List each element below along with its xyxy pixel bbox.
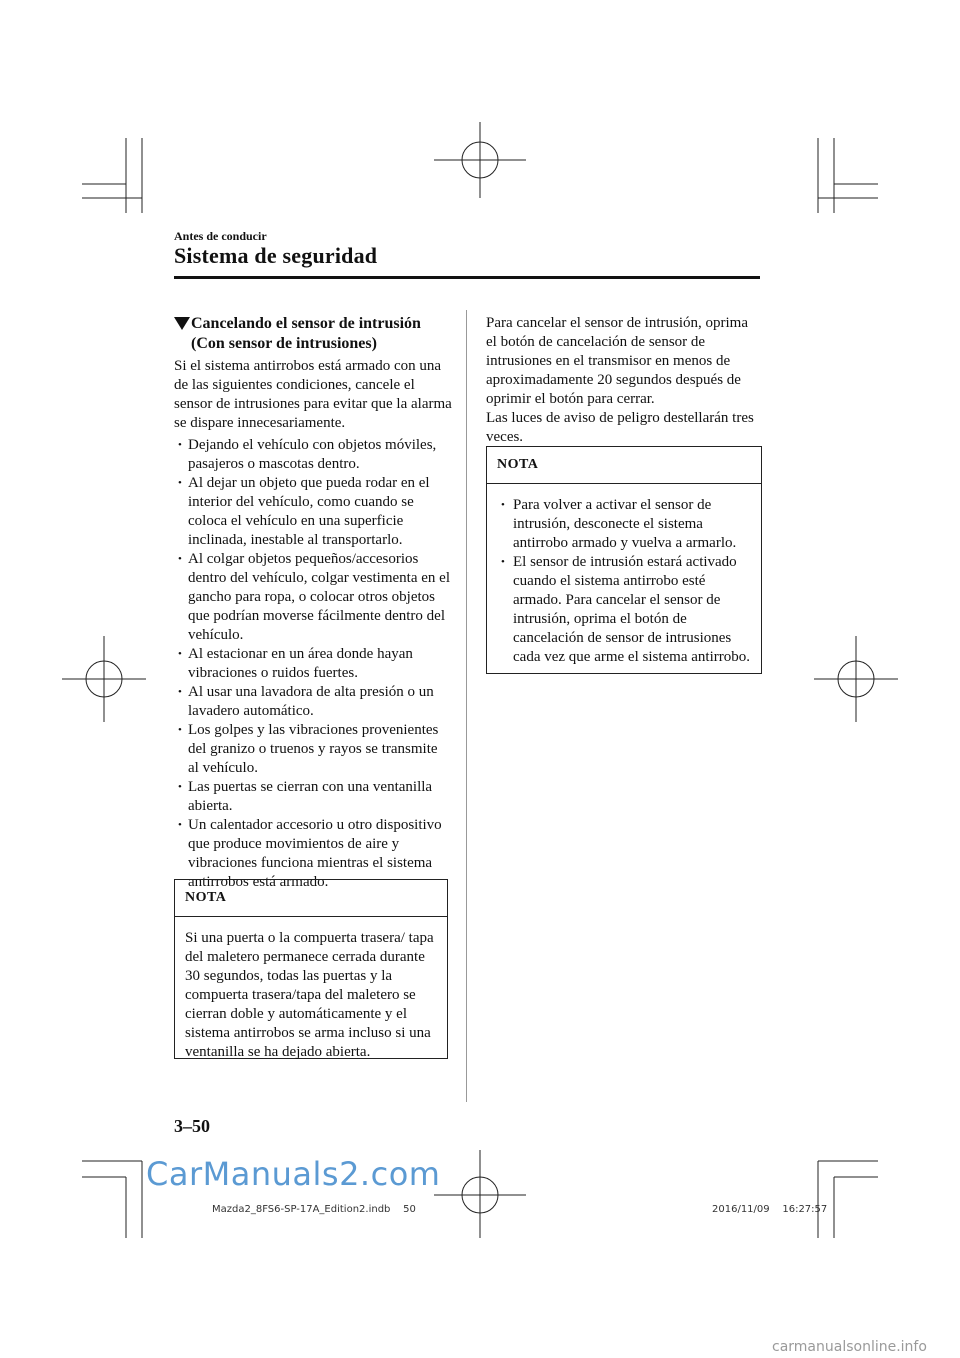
list-item: • Al usar una lavadora de alta presión o un lavadero automático.	[176, 683, 452, 721]
footer-file-name: Mazda2_8FS6-SP-17A_Edition2.indb 50	[212, 1204, 416, 1215]
list-item: • Al estacionar en un área donde hayan vibraciones o ruidos fuertes.	[176, 645, 452, 683]
intro-paragraph: Si el sistema antirrobos está armado con una de las siguientes condiciones, cancele el sensor de intrusiones para evitar que la alarma se dispare innecesariamente.	[174, 358, 452, 431]
title-rule	[174, 276, 760, 279]
section-label: Antes de conducir	[174, 229, 267, 243]
cancel-instructions: Para cancelar el sensor de intrusión, oprima el botón de cancelación de sensor de intrusiones en el transmisor en menos de aproximadamente 20 segundos después de oprimir el botón para cerrar.	[486, 315, 748, 407]
watermark-logo: CarManuals2.com	[146, 1155, 441, 1193]
column-divider	[466, 310, 467, 1102]
note-box-left	[174, 879, 448, 1059]
list-item: • Las puertas se cierran con una ventanilla abierta.	[176, 778, 452, 816]
page-number: 3–50	[174, 1116, 210, 1136]
conditions-list	[176, 436, 452, 892]
list-item: • Al dejar un objeto que pueda rodar en el interior del vehículo, como cuando se coloca el vehículo en una superficie inclinada, inestable al transportarlo.	[176, 474, 452, 550]
right-paragraphs	[486, 314, 762, 447]
list-item: • El sensor de intrusión estará activado cuando el sistema antirrobo esté armado. Para cancelar el sensor de intrusión, oprima el botón de cancelación de sensor de intrusiones cada vez que arme el sistema antirrobo.	[497, 553, 755, 667]
note-title: NOTA	[487, 447, 761, 484]
page-title: Sistema de seguridad	[174, 243, 378, 268]
note-text: Si una puerta o la compuerta trasera/ tapa del maletero permanece cerrada durante 30 segundos, todas las puertas y la compuerta trasera/tapa del maletero se cierran doble y automáticamente y el sistema antirrobos se arma incluso si una ventanilla se ha dejado abierta.	[185, 930, 434, 1060]
heading-line-1: Cancelando el sensor de intrusión	[191, 315, 421, 332]
footer-site-watermark: carmanualsonline.info	[772, 1339, 927, 1355]
list-item: • Los golpes y las vibraciones provenientes del granizo o truenos y rayos se transmite al vehículo.	[176, 721, 452, 778]
subsection-heading	[174, 314, 454, 354]
triangle-down-icon	[174, 317, 190, 330]
list-item: • Un calentador accesorio u otro dispositivo que produce movimientos de aire y vibraciones funciona mientras el sistema antirrobos está armado.	[176, 816, 452, 892]
hazard-lights-note: Las luces de aviso de peligro destellarán tres veces.	[486, 410, 754, 445]
note-title: NOTA	[175, 880, 447, 917]
footer-timestamp: 2016/11/09 16:27:57	[712, 1204, 828, 1215]
list-item: • Dejando el vehículo con objetos móviles, pasajeros o mascotas dentro.	[176, 436, 452, 474]
list-item: • Para volver a activar el sensor de intrusión, desconecte el sistema antirrobo armado y vuelva a armarlo.	[497, 496, 755, 553]
note-box-right	[486, 446, 762, 674]
note-list	[497, 496, 755, 667]
list-item: • Al colgar objetos pequeños/accesorios dentro del vehículo, colgar vestimenta en el gancho para ropa, o colocar otros objetos que podrían moverse fácilmente dentro del vehículo.	[176, 550, 452, 645]
heading-line-2: (Con sensor de intrusiones)	[191, 335, 377, 352]
